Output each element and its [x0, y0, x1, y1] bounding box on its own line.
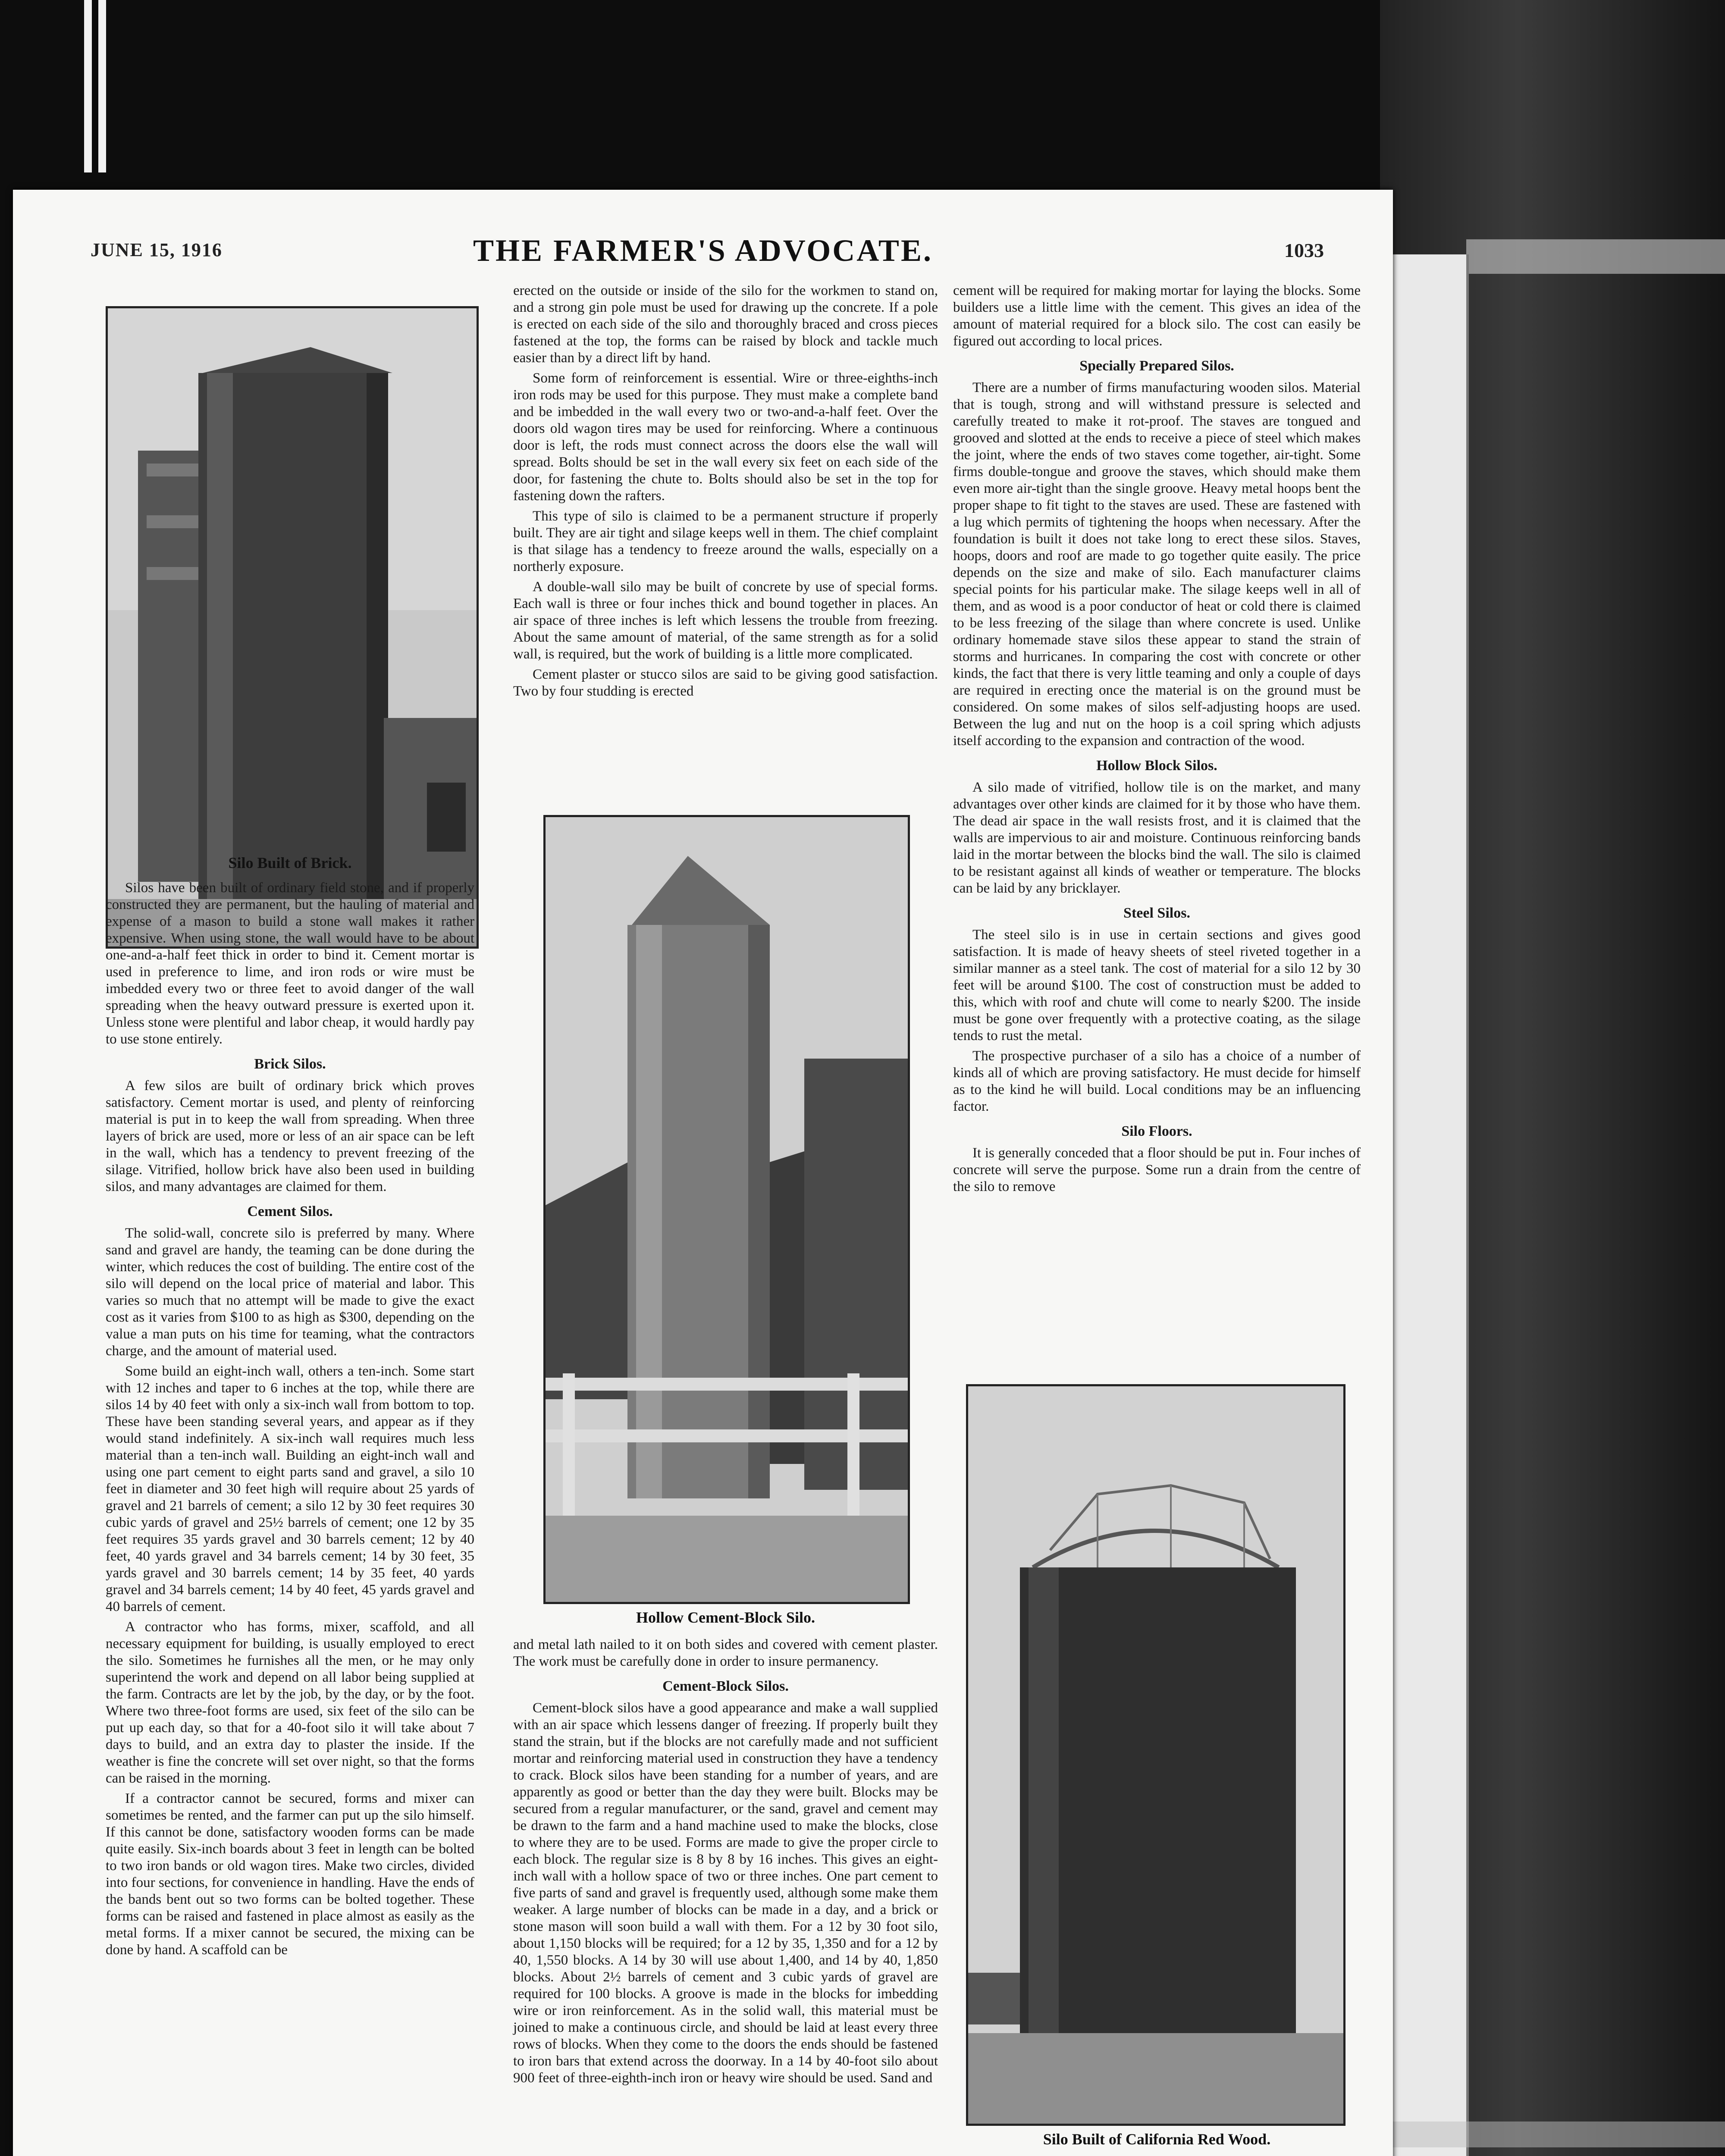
issue-date: JUNE 15, 1916 — [91, 239, 223, 260]
paragraph: It is generally conceded that a floor should be put in. Four inches of concrete will serve the purpose. Some run a drain from the centre of the silo to remove — [953, 1145, 1361, 1194]
cement-block-silo-image — [546, 817, 908, 1602]
paragraph: If a contractor cannot be secured, forms and mixer can sometimes be rented, and the farmer can put up the silo himself. If this cannot be done, satisfactory wooden forms can be made quite easily. Six-inch boards about 3 feet in length can be bolted to two iron bands or old wagon tires. Make two circles, divided into four sections, for convenience in handling. Have the ends of the bands bent out so two forms can be bolted together. These forms can be raised and fastened in place almost as easily as the metal forms. If a mixer cannot be secured, the mixing can be done by hand. A scaffold can be — [106, 1791, 474, 1958]
heading-specially-prepared-silos: Specially Prepared Silos. — [1079, 358, 1234, 374]
masthead-title: THE FARMER'S ADVOCATE. — [473, 233, 933, 268]
page-edge-strip-bottom — [1346, 2122, 1725, 2147]
page-number: 1033 — [1284, 239, 1324, 261]
heading-cement-block-silos: Cement-Block Silos. — [662, 1678, 789, 1694]
paragraph: The solid-wall, concrete silo is preferred by many. Where sand and gravel are handy, the teaming can be done during the winter, which reduces the cost of building. The entire cost of the silo will depend on the local price of material and labor. This varies so much that no attempt will be made to give the exact cost as it varies from $100 to as high as $300, depending on the value a man puts on his time for teaming, what the contractors charge, and the amount of material used. — [106, 1225, 474, 1359]
heading-hollow-block-silos: Hollow Block Silos. — [1096, 758, 1217, 774]
photo-cement-block-silo — [543, 815, 910, 1604]
paragraph: A double-wall silo may be built of concrete by use of special forms. Each wall is three or four inches thick and bound together in places. An air space of three inches is left which lessens the trouble from freezing. About the same amount of material, of the same strength as for a solid wall, is required, but the work of building is a little more complicated. — [513, 579, 938, 662]
paragraph: Silos have been built of ordinary field stone, and if properly constructed they are permanent, but the hauling of material and expense of a mason to build a stone wall makes it rather expensive. When using stone, the wall would have to be about one-and-a-half feet thick in order to bind it. Cement mortar is used in preference to lime, and iron rods or wire must be imbedded every two or three feet to avoid danger of the wall spreading when the heavy outward pressure is exerted upon it. Unless stone were plentiful and labor cheap, it would hardly pay to use stone entirely. — [106, 880, 474, 1047]
paragraph: The prospective purchaser of a silo has a choice of a number of kinds all of which are proving satisfactory. He must decide for himself as to the kind he will build. Local conditions may be an influencing factor. — [953, 1048, 1361, 1114]
column-2-bottom — [513, 1636, 938, 2090]
paragraph: A few silos are built of ordinary brick which proves satisfactory. Cement mortar is used, and plenty of reinforcing material is put in to keep the wall from spreading. When three layers of brick are used, more or less of an air space can be left in the wall, which has a tendency to prevent freezing of the silage. Vitrified, hollow brick have also been used in building silos, and many advantages are claimed for them. — [106, 1078, 474, 1194]
page-edge-strip — [1466, 239, 1725, 274]
paragraph: cement will be required for making mortar for laying the blocks. Some builders use a little lime with the cement. This gives an idea of the amount of material required for a block silo. The cost can easily be figured out according to local prices. — [953, 283, 1361, 349]
caption-brick-silo: Silo Built of Brick. — [228, 854, 352, 871]
paragraph: Cement-block silos have a good appearance and make a wall supplied with an air space which lessens danger of freezing. If properly built they stand the strain, but if the blocks are not carefully made and not sufficient mortar and reinforcing material used in construction they have a tendency to crack. Block silos have been standing for a number of years, and are apparently as good or better than the day they were built. Blocks may be secured from a regular manufacturer, or the sand, gravel and cement may be drawn to the farm and a hand machine used to make the blocks, close to where they are to be used. Forms are made to give the proper circle to each block. The regular size is 8 by 8 by 16 inches. This gives an eight-inch wall with a hollow space of two or three inches. One part cement to five parts of sand and gravel is frequently used, although some make them weaker. A large number of blocks can be made in a day, and a brick or stone mason will soon build a wall with them. For a 12 by 30 foot silo, about 1,150 blocks will be required; for a 12 by 35, 1,350 and for a 12 by 40, 1,550 blocks. A 14 by 30 will use about 1,400, and 14 by 40, 1,850 blocks. About 2½ barrels of cement and 3 cubic yards of gravel are required for 100 blocks. A groove is made in the blocks for imbedding wire or iron reinforcement. As in the solid wall, this material must be joined to make a continuous circle, and should be laid at least every three rows of blocks. When they come to the doors the ends should be fastened to iron bars that extend across the doorway. In a 14 by 40-foot silo about 900 feet of three-eighth-inch iron or heavy wire should be used. Sand and — [513, 1700, 938, 2086]
photo-brick-silo — [106, 306, 479, 949]
red-wood-silo-image — [968, 1386, 1343, 2124]
paragraph: There are a number of firms manufacturing wooden silos. Material that is tough, strong and will withstand pressure is selected and carefully treated to make it rot-proof. The staves are tongued and grooved and slotted at the ends to receive a piece of steel which makes the joint, where the ends of two staves come together, air-tight. Some firms double-tongue and groove the staves, which should make them even more air-tight than the single groove. Heavy metal hoops bent the proper shape to fit tight to the staves are used. These are fastened with a lug which permits of tightening the hoops when necessary. After the foundation is built it does not take long to erect these silos. Staves, hoops, doors and roof are made to go together quite easily. The price depends on the size and make of silo. Each manufacturer claims special points for his particular make. The silage keeps well in all of them, and as wood is a poor conductor of heat or cold there is claimed to be less freezing of the silage than where concrete is used. Unlike ordinary homemade stave silos these appear to stand the strain of storms and hurricanes. In comparing the cost with concrete or other kinds, the fact that there is very little teaming and only a couple of days are required in erecting once the material is on the ground must be considered. On some makes of silos self-adjusting hoops are used. Between the lug and nut on the hoop is a coil spring which adjusts itself according to the expansion and contraction of the wood. — [953, 380, 1361, 749]
column-1 — [106, 880, 474, 1962]
paragraph: Cement plaster or stucco silos are said to be giving good satisfaction. Two by four studding is erected — [513, 667, 938, 699]
paragraph: Some build an eight-inch wall, others a ten-inch. Some start with 12 inches and taper to 6 inches at the top, while there are silos 14 by 40 feet with only a six-inch wall from bottom to top. These have been standing several years, and appear as if they would stand indefinitely. A six-inch wall requires much less material than a ten-inch wall. Building an eight-inch wall and using one part cement to eight parts sand and gravel, a silo 10 feet in diameter and 30 feet high will require about 25 yards of gravel and 21 barrels of cement; a silo 12 by 30 feet requires 30 cubic yards of gravel and 25½ barrels of cement; one 12 by 35 feet requires 35 yards gravel and 30 barrels cement; 12 by 40 feet, 40 yards gravel and 34 barrels cement; 14 by 30 feet, 35 yards gravel and 30 barrels cement; 14 by 35 feet, 40 yards gravel and 34 barrels cement; 14 by 40 feet, 45 yards gravel and 40 barrels of cement. — [106, 1363, 474, 1614]
film-mark — [84, 0, 92, 172]
paragraph: and metal lath nailed to it on both sides and covered with cement plaster. The work must be carefully done in order to insure permanency. — [513, 1637, 938, 1669]
column-3 — [953, 282, 1361, 1199]
heading-cement-silos: Cement Silos. — [247, 1203, 333, 1219]
caption-red-wood-silo: Silo Built of California Red Wood. — [1043, 2131, 1271, 2148]
brick-silo-image — [108, 308, 477, 946]
heading-steel-silos: Steel Silos. — [1123, 905, 1190, 921]
paragraph: This type of silo is claimed to be a permanent structure if properly built. They are air tight and silage keeps well in them. The chief complaint is that silage has a tendency to freeze around the walls, especially on a northerly exposure. — [513, 508, 938, 574]
underlying-page-edge — [1393, 254, 1469, 2156]
column-2-top — [513, 282, 938, 703]
paragraph: Some form of reinforcement is essential. Wire or three-eighths-inch iron rods may be used for this purpose. They must make a complete band and be imbedded in the wall every two or two-and-a-half feet. Over the doors old wagon tires may be used for reinforcing. Where a continuous door is left, the rods must connect across the doors else the wall will spread. Bolts should be set in the wall every six feet on each side of the door, for fastening the chute to. Bolts should also be set in the top for fastening down the rafters. — [513, 370, 938, 504]
caption-cement-block-silo: Hollow Cement-Block Silo. — [636, 1609, 815, 1626]
paragraph: The steel silo is in use in certain sections and gives good satisfaction. It is made of heavy sheets of steel riveted together in a similar manner as a steel tank. The cost of material for a silo 12 by 30 feet will be around $100. The cost of construction must be added to this, which with roof and chute will come to nearly $200. The inside must be gone over frequently with a protective coating, as the silage tends to rust the metal. — [953, 927, 1361, 1044]
newspaper-page — [13, 190, 1393, 2156]
paragraph: A contractor who has forms, mixer, scaffold, and all necessary equipment for building, is usually employed to erect the silo. Sometimes he furnishes all the men, or he may only superintend the work and depend on all labor being supplied at the farm. Contracts are let by the job, by the day, or by the foot. Where two three-foot forms are used, six feet of the silo can be put up each day, so that for a 40-foot silo it will take about 7 days to build, and an extra day to plaster the inside. If the weather is fine the concrete will set over night, so that the forms can be raised in the morning. — [106, 1619, 474, 1786]
heading-brick-silos: Brick Silos. — [254, 1056, 326, 1072]
paragraph: erected on the outside or inside of the silo for the workmen to stand on, and a strong gin pole must be used for drawing up the concrete. If a pole is erected on each side of the silo and thoroughly braced and cross pieces fastened at the top, the forms can be raised by block and tackle much easier than by a direct lift by hand. — [513, 283, 938, 366]
page-header — [13, 233, 1393, 272]
heading-silo-floors: Silo Floors. — [1121, 1123, 1192, 1139]
film-mark — [98, 0, 106, 172]
photo-red-wood-silo — [966, 1384, 1346, 2126]
paragraph: A silo made of vitrified, hollow tile is on the market, and many advantages over other kinds are claimed for it by those who have them. The dead air space in the wall resists frost, and it is claimed that the walls are impervious to air and moisture. Continuous reinforcing bands laid in the mortar between the blocks bind the wall. The silo is claimed to be resistant against all kinds of weather or temperature. The blocks can be laid by any bricklayer. — [953, 780, 1361, 896]
